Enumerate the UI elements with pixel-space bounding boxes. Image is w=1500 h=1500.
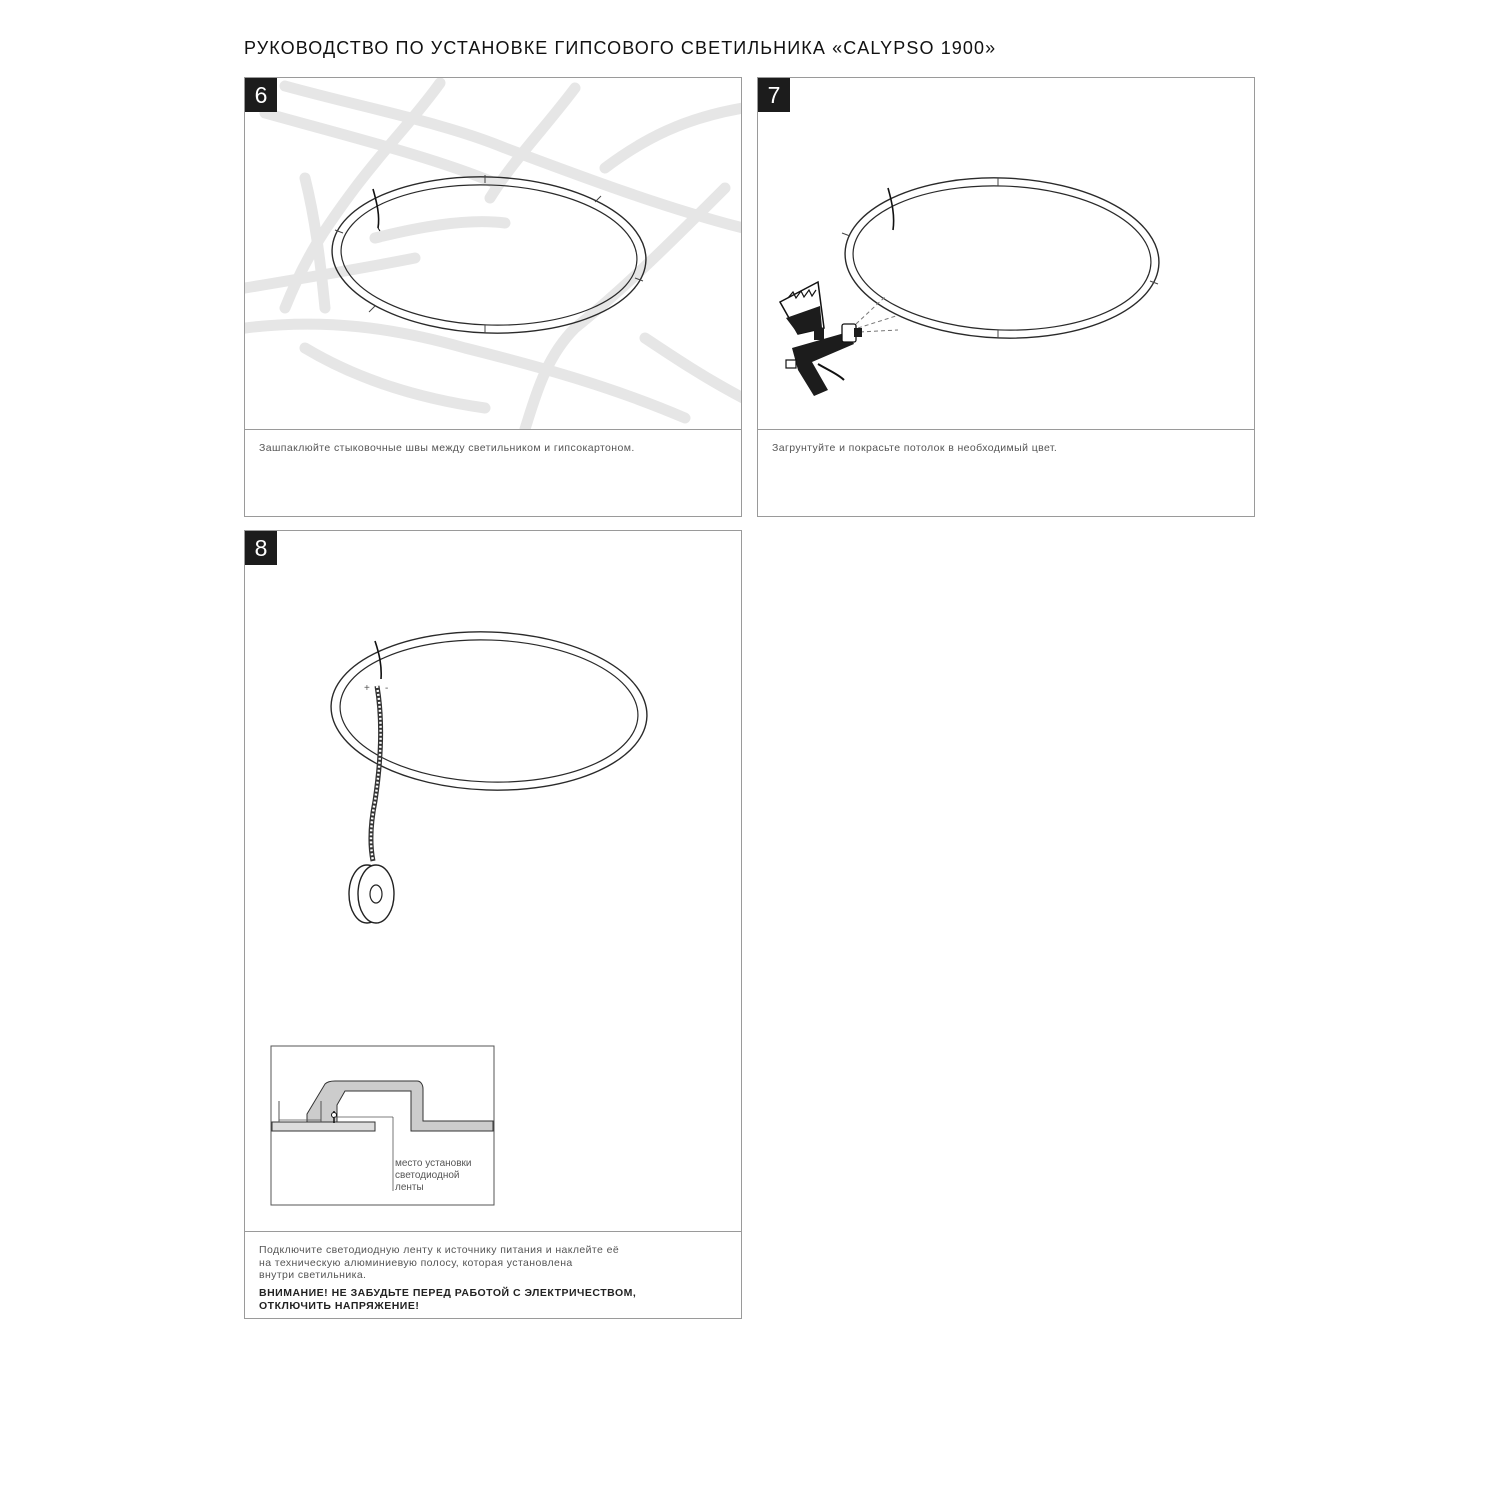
led-strip	[371, 686, 381, 861]
detail-label-line-1: место установки	[395, 1158, 472, 1169]
caption-line: внутри светильника.	[259, 1269, 367, 1281]
step-caption	[259, 1244, 727, 1282]
step-7-panel	[757, 77, 1255, 517]
warning-line: ВНИМАНИЕ! НЕ ЗАБУДЬТЕ ПЕРЕД РАБОТОЙ С ЭЛЕКТРИЧЕСТВОМ,	[259, 1287, 637, 1299]
spray-gun-icon	[780, 282, 862, 396]
warning-line: ОТКЛЮЧИТЬ НАПРЯЖЕНИЕ!	[259, 1300, 420, 1312]
step-number: 6	[245, 78, 277, 112]
step-8-drawing	[245, 531, 741, 1231]
page-title: РУКОВОДСТВО ПО УСТАНОВКЕ ГИПСОВОГО СВЕТИЛЬНИКА «CALYPSO 1900»	[244, 38, 997, 58]
step-7-illustration	[758, 78, 1254, 430]
polarity-minus-label: -	[385, 683, 389, 694]
step-6-panel	[244, 77, 742, 517]
caption-line: на техническую алюминиевую полосу, которая установлена	[259, 1256, 573, 1269]
step-7-drawing	[758, 78, 1254, 429]
polarity-plus-label: +	[364, 683, 370, 694]
step-6-illustration	[245, 78, 741, 430]
step-6-drawing	[245, 78, 741, 429]
step-caption: Зашпаклюйте стыковочные швы между светильником и гипсокартоном.	[259, 442, 635, 454]
detail-label-line-2: светодиодной	[395, 1170, 460, 1181]
step-number: 8	[245, 531, 277, 565]
ring-luminaire	[842, 173, 1162, 344]
section-detail	[271, 1046, 494, 1205]
led-strip-reel-icon	[349, 865, 394, 923]
step-caption: Загрунтуйте и покрасьте потолок в необходимый цвет.	[772, 442, 1058, 454]
putty-seams	[245, 83, 741, 429]
step-8-panel	[244, 530, 742, 1319]
detail-label-line-3: ленты	[395, 1182, 424, 1193]
step-8-illustration	[245, 531, 741, 1232]
caption-line: Подключите светодиодную ленту к источнику питания и наклейте её	[259, 1244, 620, 1256]
spray-mist	[856, 296, 898, 332]
safety-warning	[259, 1287, 727, 1313]
step-number: 7	[758, 78, 790, 112]
